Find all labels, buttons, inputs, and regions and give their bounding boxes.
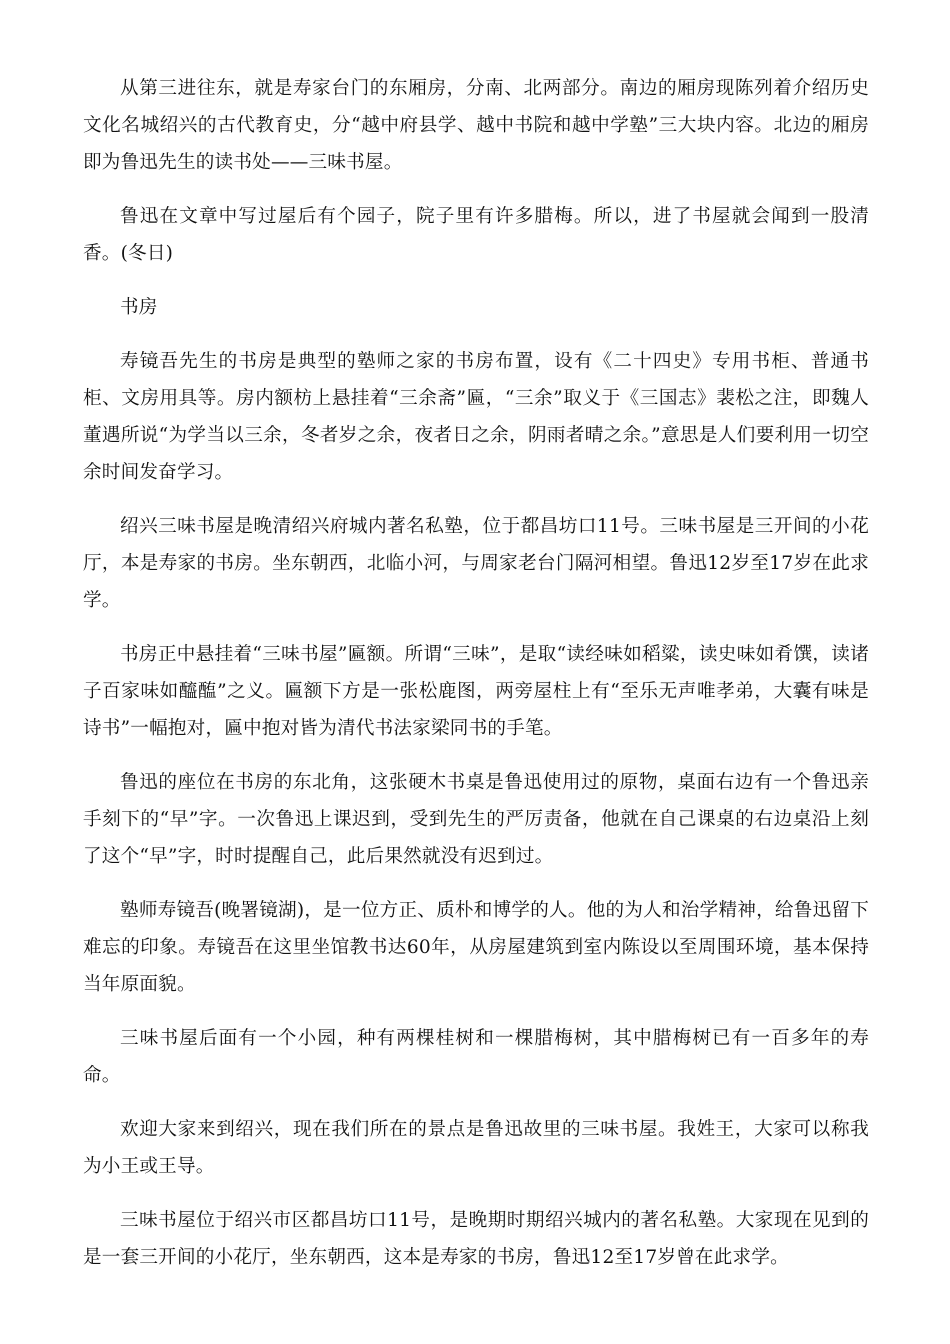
paragraph-sanwei-intro: 绍兴三味书屋是晚清绍兴府城内著名私塾，位于都昌坊口11号。三味书屋是三开间的小花厅，本是寿家的书房。坐东朝西，北临小河，与周家老台门隔河相望。鲁迅12岁至17岁在此求学。	[83, 516, 869, 611]
paragraph-luxun-desk: 鲁迅的座位在书房的东北角，这张硬木书桌是鲁迅使用过的原物，桌面右边有一个鲁迅亲手刻下的“早”字。一次鲁迅上课迟到，受到先生的严厉责备，他就在自己课桌的右边桌沿上刻了这个“早”字，时时提醒自己，此后果然就没有迟到过。	[83, 772, 869, 867]
paragraph-location: 三味书屋位于绍兴市区都昌坊口11号，是晚期时期绍兴城内的著名私塾。大家现在见到的是一套三开间的小花厅，坐东朝西，这本是寿家的书房，鲁迅12至17岁曾在此求学。	[83, 1210, 869, 1268]
paragraph-welcome: 欢迎大家来到绍兴，现在我们所在的景点是鲁迅故里的三味书屋。我姓王，大家可以称我为小王或王导。	[83, 1119, 869, 1177]
paragraph-study-layout: 寿镜吾先生的书房是典型的塾师之家的书房布置，设有《二十四史》专用书柜、普通书柜、文房用具等。房内额枋上悬挂着“三余斋”匾，“三余”取义于《三国志》裴松之注，即魏人董遇所说“为学当以三余，冬者岁之余，夜者日之余，阴雨者晴之余。”意思是人们要利用一切空余时间发奋学习。	[83, 351, 869, 483]
section-heading-study: 书房	[120, 297, 158, 318]
document-body	[83, 70, 869, 1293]
paragraph-small-garden: 三味书屋后面有一个小园，种有两棵桂树和一棵腊梅树，其中腊梅树已有一百多年的寿命。	[83, 1028, 869, 1086]
paragraph-garden-plum: 鲁迅在文章中写过屋后有个园子，院子里有许多腊梅。所以，进了书屋就会闻到一股清香。(冬日)	[83, 206, 869, 264]
paragraph-east-wing: 从第三进往东，就是寿家台门的东厢房，分南、北两部分。南边的厢房现陈列着介绍历史文化名城绍兴的古代教育史，分“越中府县学、越中书院和越中学塾”三大块内容。北边的厢房即为鲁迅先生的读书处——三味书屋。	[83, 78, 869, 173]
paragraph-plaque: 书房正中悬挂着“三味书屋”匾额。所谓“三味”，是取“读经味如稻粱，读史味如肴馔，读诸子百家味如醯醢”之义。匾额下方是一张松鹿图，两旁屋柱上有“至乐无声唯孝弟，大囊有味是诗书”一幅抱对，匾中抱对皆为清代书法家梁同书的手笔。	[83, 644, 869, 739]
paragraph-teacher: 塾师寿镜吾(晚署镜湖)，是一位方正、质朴和博学的人。他的为人和治学精神，给鲁迅留下难忘的印象。寿镜吾在这里坐馆教书达60年，从房屋建筑到室内陈设以至周围环境，基本保持当年原面貌。	[83, 900, 869, 995]
